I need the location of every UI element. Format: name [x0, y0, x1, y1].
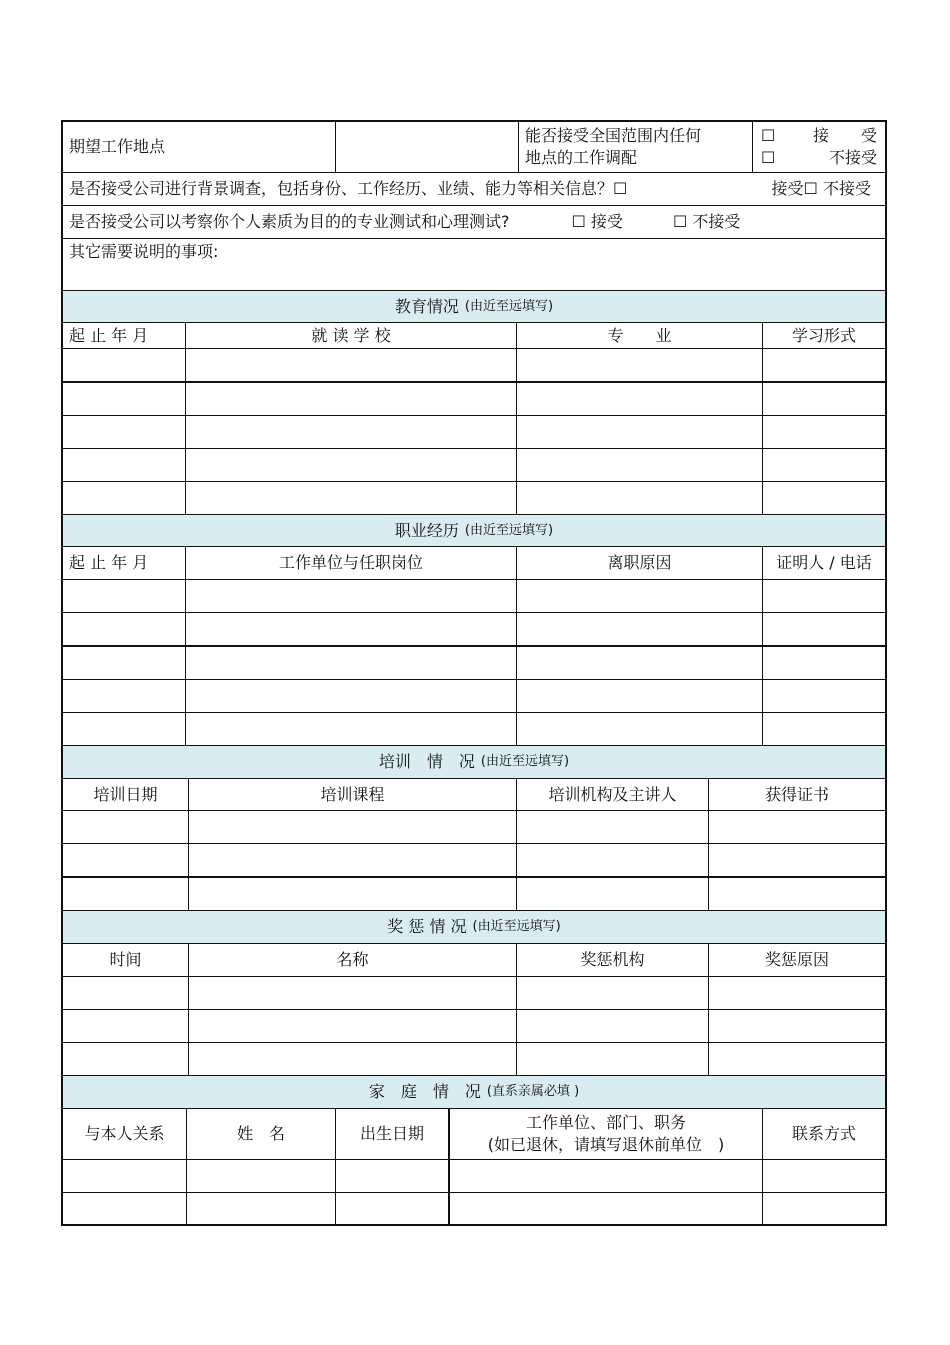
education-cell[interactable] [186, 482, 517, 514]
family-cell[interactable] [187, 1160, 336, 1192]
table-row [63, 878, 885, 911]
family-cell[interactable] [336, 1160, 449, 1192]
education-col-school: 就 读 学 校 [186, 323, 517, 348]
career-cell[interactable] [517, 713, 763, 745]
education-col-period: 起 止 年 月 [63, 323, 186, 348]
relocation-reject-checkbox[interactable]: ☐ [761, 148, 776, 167]
table-row [63, 977, 885, 1010]
relocation-question [519, 122, 753, 172]
table-row [63, 1043, 885, 1076]
awards-cell[interactable] [709, 1010, 885, 1042]
education-cell[interactable] [63, 416, 186, 448]
family-note: (直系亲属必填 ) [486, 1084, 580, 1100]
training-cell[interactable] [63, 878, 189, 910]
family-col-name: 姓 名 [187, 1109, 336, 1159]
career-col-employer: 工作单位与任职岗位 [186, 547, 517, 579]
career-cell[interactable] [517, 647, 763, 679]
career-cell[interactable] [63, 647, 186, 679]
relocation-reject-label: 不接受 [828, 148, 877, 167]
test-question: 是否接受公司以考察你个人素质为目的的专业测试和心理测试? [69, 212, 510, 232]
education-cell[interactable] [63, 449, 186, 481]
family-title-cell [63, 1076, 885, 1108]
career-cell[interactable] [763, 613, 885, 645]
family-title: 家 庭 情 况 [368, 1082, 481, 1102]
career-title: 职业经历 [394, 520, 459, 540]
test-accept[interactable]: ☐ 接受 [571, 212, 623, 232]
awards-col-time: 时间 [63, 944, 189, 976]
awards-col-name: 名称 [189, 944, 517, 976]
table-row [63, 349, 885, 383]
career-cell[interactable] [186, 613, 517, 645]
career-cell[interactable] [517, 613, 763, 645]
awards-cell[interactable] [709, 977, 885, 1009]
family-cell[interactable] [763, 1193, 885, 1224]
career-col-reference: 证明人 / 电话 [776, 553, 872, 573]
table-row [63, 713, 885, 746]
training-cell[interactable] [189, 878, 517, 910]
location-label: 期望工作地点 [63, 122, 336, 172]
family-col-birthdate: 出生日期 [336, 1109, 449, 1159]
career-cell[interactable] [763, 647, 885, 679]
table-row [63, 449, 885, 482]
education-note: (由近至远填写) [464, 298, 554, 314]
relocation-line1: 能否接受全国范围内任何 [525, 126, 702, 146]
awards-cell[interactable] [517, 1043, 709, 1075]
family-col-contact: 联系方式 [791, 1124, 856, 1144]
awards-note: (由近至远填写) [472, 919, 561, 935]
career-header [63, 515, 885, 547]
awards-columns [63, 944, 885, 977]
training-col-date: 培训日期 [63, 779, 189, 810]
other-label[interactable]: 其它需要说明的事项: [69, 242, 219, 261]
application-form [61, 120, 887, 1226]
family-col-employer [449, 1109, 763, 1159]
education-cell[interactable] [763, 482, 885, 514]
awards-header [63, 911, 885, 944]
awards-cell[interactable] [63, 977, 189, 1009]
table-row [63, 811, 885, 844]
career-cell[interactable] [186, 647, 517, 679]
career-col-period: 起 止 年 月 [63, 547, 186, 579]
training-cell[interactable] [63, 811, 189, 843]
career-columns [63, 547, 885, 580]
awards-cell[interactable] [63, 1043, 189, 1075]
background-check-question: 是否接受公司进行背景调查，包括身份、工作经历、业绩、能力等相关信息？☐ [69, 179, 628, 199]
family-cell[interactable] [63, 1160, 187, 1192]
training-columns [63, 779, 885, 811]
location-input[interactable] [336, 122, 519, 172]
relocation-options [753, 122, 885, 172]
education-cell[interactable] [63, 349, 186, 381]
awards-cell[interactable] [63, 1010, 189, 1042]
table-row [63, 383, 885, 416]
awards-title: 奖 惩 情 况 [387, 917, 467, 937]
background-accept[interactable]: 接受☐ [771, 179, 818, 199]
education-cell[interactable] [517, 482, 763, 514]
table-row [63, 613, 885, 647]
table-row [63, 1160, 885, 1193]
test-reject[interactable]: ☐ 不接受 [672, 212, 741, 232]
career-col-reason: 离职原因 [517, 547, 763, 579]
location-row [63, 122, 885, 173]
career-cell[interactable] [763, 580, 885, 612]
education-title: 教育情况 [394, 296, 459, 316]
career-cell[interactable] [186, 713, 517, 745]
background-check-row [63, 173, 885, 206]
family-cell[interactable] [336, 1193, 449, 1224]
education-cell[interactable] [763, 383, 885, 415]
family-cell[interactable] [449, 1193, 763, 1224]
training-cell[interactable] [709, 844, 885, 876]
awards-cell[interactable] [517, 1010, 709, 1042]
education-cell[interactable] [517, 349, 763, 381]
relocation-accept-checkbox[interactable]: ☐ [761, 126, 776, 146]
awards-col-reason: 奖惩原因 [764, 950, 829, 970]
family-cell[interactable] [763, 1160, 885, 1192]
education-cell[interactable] [517, 449, 763, 481]
education-cell[interactable] [63, 482, 186, 514]
table-row [63, 416, 885, 449]
training-col-institution: 培训机构及主讲人 [517, 779, 709, 810]
training-cell[interactable] [709, 878, 885, 910]
education-cell[interactable] [186, 449, 517, 481]
awards-col-institution: 奖惩机构 [517, 944, 709, 976]
awards-cell[interactable] [709, 1043, 885, 1075]
education-cell[interactable] [186, 383, 517, 415]
career-cell[interactable] [63, 713, 186, 745]
career-cell[interactable] [63, 580, 186, 612]
education-col-mode: 学习形式 [791, 325, 856, 345]
table-row [63, 580, 885, 613]
career-cell[interactable] [63, 680, 186, 712]
training-title-cell [63, 746, 885, 778]
form-table [61, 120, 887, 1226]
career-cell[interactable] [63, 613, 186, 645]
family-cell[interactable] [449, 1160, 763, 1192]
table-row [63, 647, 885, 680]
career-cell[interactable] [517, 680, 763, 712]
career-note: (由近至远填写) [464, 522, 554, 538]
education-cell[interactable] [517, 383, 763, 415]
career-cell[interactable] [763, 680, 885, 712]
table-row [63, 1193, 885, 1226]
education-columns [63, 323, 885, 349]
family-col-employer-line1: 工作单位、部门、职务 [525, 1113, 686, 1133]
family-cell[interactable] [63, 1193, 187, 1224]
family-col-employer-line2: (如已退休，请填写退休前单位 ) [487, 1135, 725, 1154]
training-title: 培训 情 况 [378, 752, 475, 772]
training-cell[interactable] [517, 844, 709, 876]
career-cell[interactable] [186, 680, 517, 712]
training-cell[interactable] [189, 844, 517, 876]
background-check-cell [63, 173, 885, 205]
table-row [63, 1010, 885, 1043]
training-cell[interactable] [189, 811, 517, 843]
education-cell[interactable] [186, 416, 517, 448]
awards-cell[interactable] [189, 1010, 517, 1042]
relocation-accept-label: 接 受 [812, 126, 877, 146]
training-cell[interactable] [517, 878, 709, 910]
test-row [63, 206, 885, 239]
education-cell[interactable] [763, 449, 885, 481]
table-row [63, 482, 885, 515]
test-cell [63, 206, 885, 238]
education-title-cell [63, 291, 885, 322]
table-row [63, 844, 885, 878]
other-row [63, 239, 885, 291]
training-cell[interactable] [709, 811, 885, 843]
awards-cell[interactable] [189, 977, 517, 1009]
family-cell[interactable] [187, 1193, 336, 1224]
career-cell[interactable] [517, 580, 763, 612]
education-header [63, 291, 885, 323]
education-cell[interactable] [763, 416, 885, 448]
training-cell[interactable] [63, 844, 189, 876]
relocation-line2: 地点的工作调配 [525, 148, 638, 167]
training-col-certificate: 获得证书 [764, 784, 829, 804]
table-row [63, 680, 885, 713]
education-cell[interactable] [186, 349, 517, 381]
career-cell[interactable] [763, 713, 885, 745]
education-col-major: 专 业 [517, 323, 763, 348]
education-cell[interactable] [517, 416, 763, 448]
family-col-relation: 与本人关系 [63, 1109, 187, 1159]
career-cell[interactable] [186, 580, 517, 612]
training-col-course: 培训课程 [189, 779, 517, 810]
awards-title-cell [63, 911, 885, 943]
background-reject[interactable]: 不接受 [822, 179, 871, 199]
awards-cell[interactable] [189, 1043, 517, 1075]
training-header [63, 746, 885, 779]
family-columns [63, 1109, 885, 1160]
training-note: (由近至远填写) [480, 754, 570, 770]
awards-cell[interactable] [517, 977, 709, 1009]
education-cell[interactable] [763, 349, 885, 381]
training-cell[interactable] [517, 811, 709, 843]
education-cell[interactable] [63, 383, 186, 415]
career-title-cell [63, 515, 885, 546]
family-header [63, 1076, 885, 1109]
